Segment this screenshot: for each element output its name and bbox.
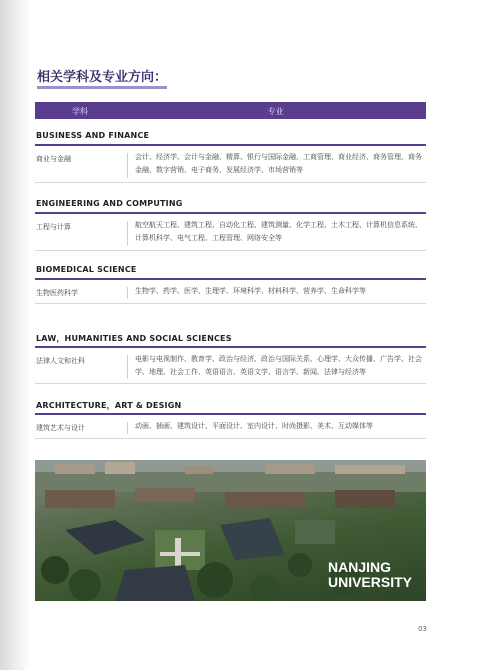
table-row-engineering [35, 217, 426, 251]
campus-aerial-photo [35, 460, 426, 601]
section-title-business: BUSINESS AND FINANCE [36, 131, 150, 140]
section-rule [35, 346, 426, 348]
section-title-engineering: ENGINEERING AND COMPUTING [36, 199, 183, 208]
section-title-law: LAW，HUMANITIES AND SOCIAL SCIENCES [36, 334, 232, 343]
category-label: 建筑艺术与设计 [36, 424, 85, 432]
section-rule [35, 278, 426, 280]
table-row-biomedical [35, 283, 426, 304]
university-brand [328, 560, 412, 590]
row-divider [127, 153, 128, 178]
column-header-major: 专业 [267, 107, 284, 116]
majors-text: 动画、插画、建筑设计、平面设计、室内设计、时尚摄影、美术、互动媒体等 [135, 422, 373, 430]
section-rule [35, 212, 426, 214]
category-label: 生物医药科学 [36, 289, 78, 297]
majors-text: 电影与电视制作、教育学、政治与经济、政治与国际关系、心理学、大众传播、广告学、社会学、地理、社会工作、英语语言、英语文学、语言学、新闻、法律与经济等 [135, 355, 422, 376]
table-row-law [35, 351, 426, 384]
row-divider [127, 221, 128, 246]
category-label: 工程与计算 [36, 223, 71, 231]
page-number: 03 [418, 625, 427, 633]
table-header [35, 102, 426, 119]
section-rule [35, 144, 426, 146]
majors-text: 生物学、药学、医学、生理学、环境科学、材料科学、营养学、生命科学等 [135, 287, 366, 295]
binding-shadow [0, 0, 30, 670]
table-row-business [35, 149, 426, 183]
section-rule [35, 413, 426, 415]
row-divider [127, 355, 128, 379]
row-divider [127, 422, 128, 434]
column-header-subject: 学科 [72, 107, 88, 116]
majors-text: 会计、经济学、会计与金融、精算、银行与国际金融、工商管理、商业经济、商务管理、商务金融、数字营销、电子商务、发展经济学、市场营销等 [135, 153, 422, 174]
brand-line1: NANJING [327, 559, 391, 575]
brand-line2: UNIVERSITY [327, 574, 412, 590]
category-label: 商业与金融 [36, 155, 71, 163]
table-row-architecture [35, 418, 426, 439]
section-title-architecture: ARCHITECTURE，ART & DESIGN [36, 401, 182, 410]
category-label: 法律人文和社科 [36, 357, 85, 365]
page-title: 相关学科及专业方向： [37, 70, 167, 89]
row-divider [127, 287, 128, 299]
section-title-biomedical: BIOMEDICAL SCIENCE [36, 265, 137, 274]
majors-text: 航空航天工程、建筑工程、自动化工程、建筑测量、化学工程、土木工程、计算机信息系统、计算机科学、电气工程、工程管理、网络安全等 [135, 221, 422, 242]
